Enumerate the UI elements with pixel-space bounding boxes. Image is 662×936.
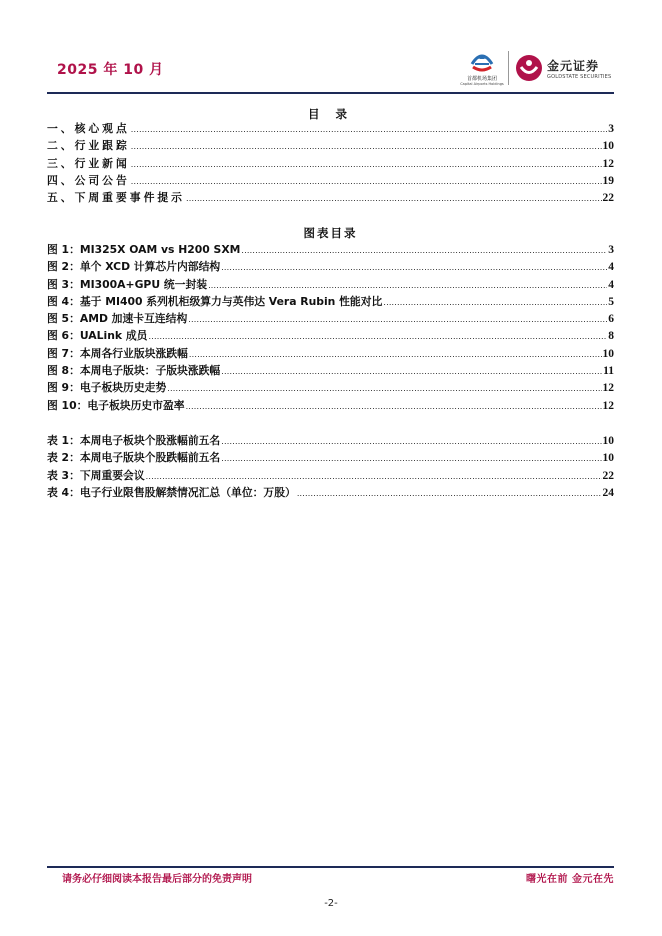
toc-item-label: 四、公司公告 [47, 173, 130, 187]
capital-airports-emblem-icon [469, 50, 495, 74]
figure-item[interactable] [47, 294, 614, 311]
toc-item-page: 12 [602, 157, 614, 170]
logo-divider [508, 51, 509, 85]
table-item-label: 表 1：本周电子板块个股涨幅前五名 [47, 434, 221, 447]
figures-title: 图表目录 [303, 226, 358, 240]
figure-item-label: 图 4：基于 MI400 系列机柜级算力与英伟达 Vera Rubin 性能对比 [47, 294, 383, 308]
toc-item[interactable] [47, 173, 614, 190]
figure-item[interactable] [47, 380, 614, 397]
capital-airports-logo-cn: 首都机场集团 [466, 76, 497, 82]
table-item-page: 24 [602, 486, 614, 499]
figure-item[interactable] [47, 398, 614, 415]
header-rule [47, 92, 614, 94]
table-item-label: 表 3：下周重要会议 [47, 468, 145, 482]
footer-disclaimer: 请务必仔细阅读本报告最后部分的免责声明 [62, 874, 252, 885]
figure-item-label: 图 9：电子板块历史走势 [47, 381, 167, 395]
figure-item-page: 3 [608, 244, 614, 256]
capital-airports-logo [460, 50, 504, 86]
figures-list [47, 242, 614, 415]
toc-item-label: 五、下周重要事件提示 [47, 191, 185, 205]
figure-item-label: 图 10：电子板块历史市盈率 [47, 398, 185, 412]
figure-item[interactable] [47, 242, 614, 259]
toc-item[interactable] [47, 121, 614, 138]
table-item[interactable] [47, 450, 614, 467]
toc-item[interactable] [47, 190, 614, 207]
table-item-page: 22 [602, 469, 614, 482]
toc-item[interactable] [47, 138, 614, 155]
toc-list [47, 121, 614, 207]
figure-item-label: 图 1：MI325X OAM vs H200 SXM [47, 243, 241, 256]
figure-item[interactable] [47, 311, 614, 328]
toc-item-page: 22 [602, 192, 614, 205]
figure-item[interactable] [47, 363, 614, 380]
figure-item-label: 图 2：单个 XCD 计算芯片内部结构 [47, 260, 221, 274]
toc-item[interactable] [47, 156, 614, 173]
table-item[interactable] [47, 485, 614, 502]
figure-item-page: 4 [608, 261, 614, 274]
goldstate-logo-cn: 金元证券 [547, 58, 600, 73]
figure-item-label: 图 6：UALink 成员 [47, 329, 148, 343]
capital-airports-logo-en: Capital Airports Holdings [460, 82, 504, 86]
figure-item[interactable] [47, 259, 614, 276]
table-item-label: 表 2：本周电子版块个股跌幅前五名 [47, 451, 221, 465]
figure-item-page: 6 [608, 313, 614, 326]
figure-item-label: 图 5：AMD 加速卡互连结构 [47, 312, 188, 326]
toc-item-label: 三、行业新闻 [47, 156, 130, 170]
table-item-page: 10 [602, 452, 614, 465]
figure-item-page: 11 [603, 365, 614, 378]
tables-list [47, 433, 614, 502]
table-item-label: 表 4：电子行业限售股解禁情况汇总（单位：万股） [47, 485, 296, 499]
footer-rule [47, 866, 614, 868]
footer-slogan: 曙光在前 金元在先 [526, 874, 614, 885]
figure-item-label: 图 3：MI300A+GPU 统一封装 [47, 277, 208, 291]
figure-item-label: 图 8：本周电子版块：子版块涨跌幅 [47, 364, 221, 378]
figure-item[interactable] [47, 346, 614, 363]
figure-item-page: 8 [608, 330, 614, 343]
table-item[interactable] [47, 433, 614, 450]
figure-item-page: 5 [608, 295, 614, 308]
figure-item-label: 图 7：本周各行业版块涨跌幅 [47, 346, 188, 360]
toc-item-page: 19 [602, 174, 614, 187]
figure-item[interactable] [47, 277, 614, 294]
figure-item-page: 4 [608, 278, 614, 291]
goldstate-logo-en: GOLDSTATE SECURITIES [547, 73, 612, 80]
figure-item-page: 12 [602, 382, 614, 395]
report-date: 2025 年 10 月 [57, 62, 164, 78]
goldstate-logo [515, 54, 611, 82]
figure-item-page: 10 [602, 347, 614, 360]
page-number: -2- [324, 898, 338, 909]
toc-item-label: 二、行业跟踪 [47, 139, 130, 153]
figure-item[interactable] [47, 328, 614, 345]
toc-item-page: 10 [602, 140, 614, 153]
toc-title: 目 录 [307, 107, 353, 121]
goldstate-emblem-icon [515, 54, 543, 82]
toc-item-label: 一、核心观点 [47, 122, 130, 135]
table-item-page: 10 [602, 435, 614, 447]
table-item[interactable] [47, 468, 614, 485]
toc-item-page: 3 [608, 123, 614, 135]
figure-item-page: 12 [602, 399, 614, 412]
header-logos [460, 50, 611, 86]
